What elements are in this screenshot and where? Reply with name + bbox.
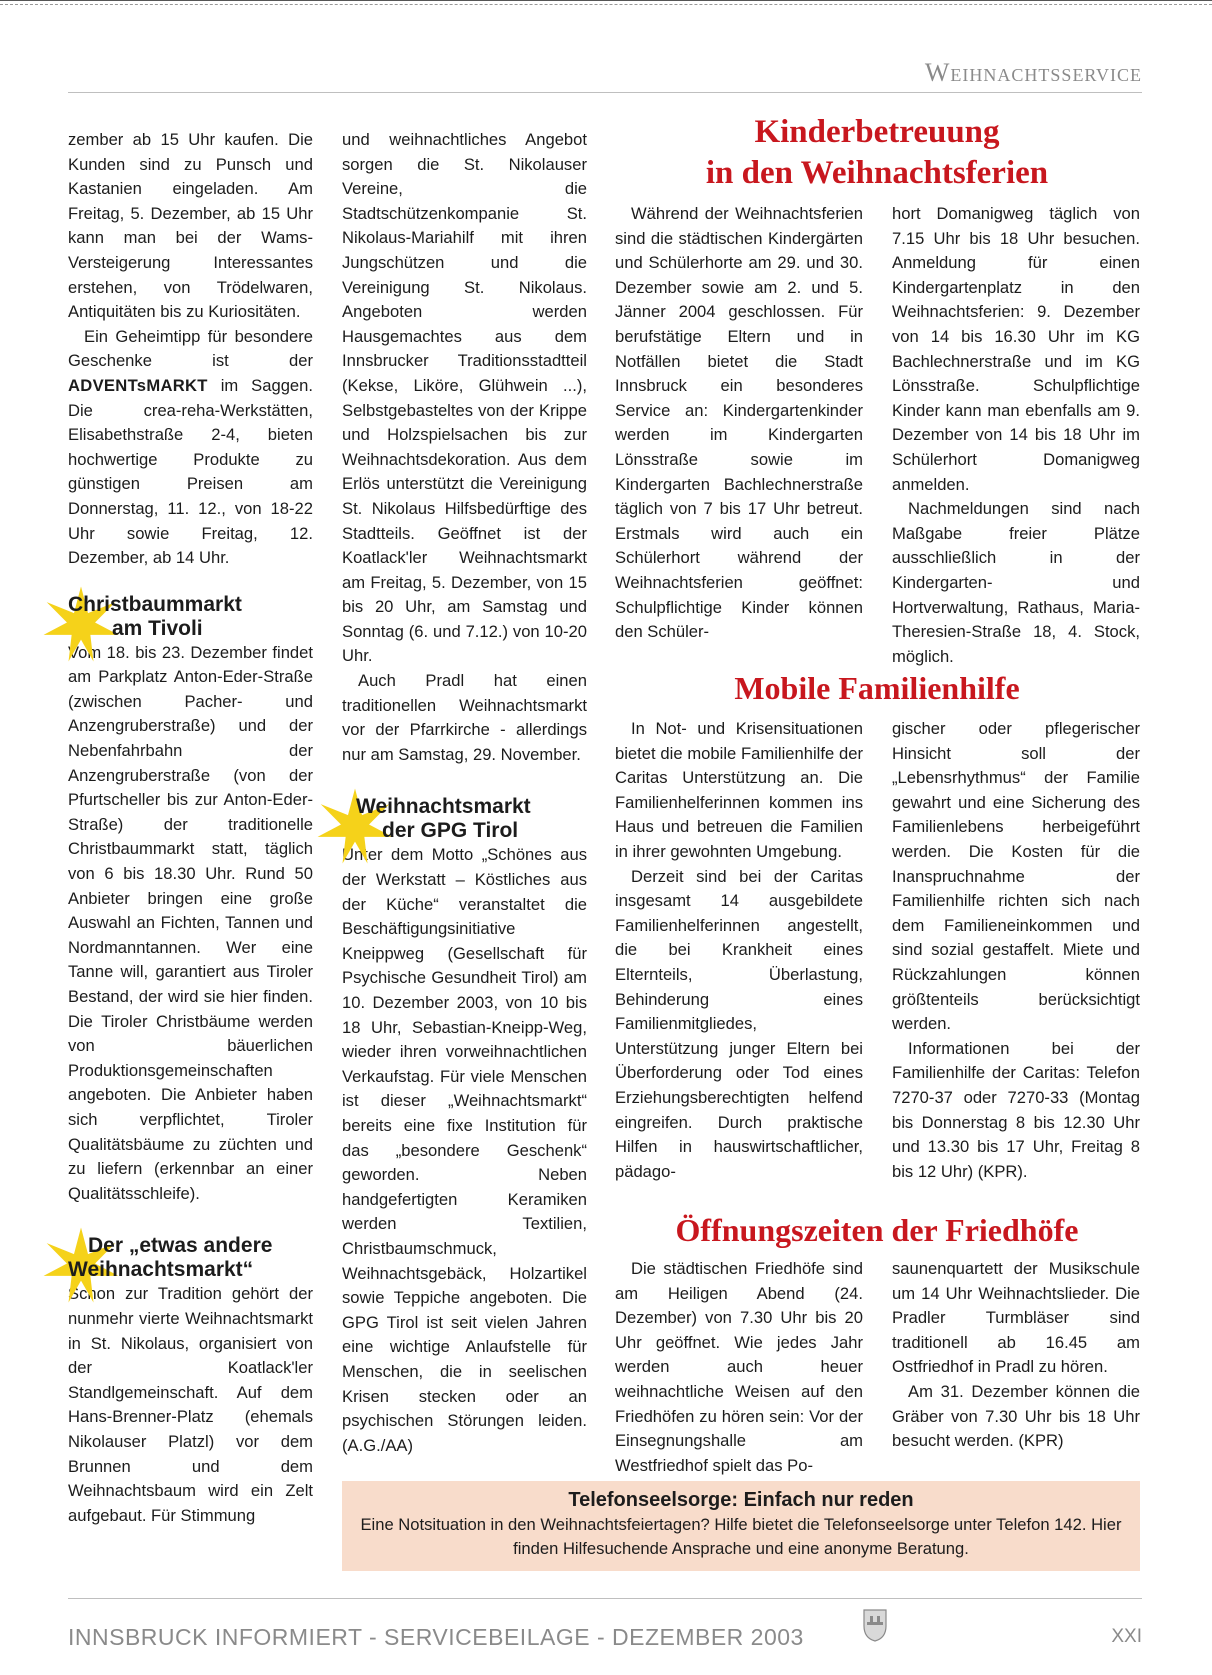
col1-paragraph: Schon zur Tradition gehört der nunmehr vierte Weihnachtsmarkt in St. Nikolaus, organisiert von der Koatlack'ler Standlgemeinschaft. Auf dem Hans-Brenner-Platz (ehemals Nikolauser Platzl) vor dem Brunnen und dem Weihnachtsbaum wird ein Zelt aufgebaut. Für Stimmung <box>68 1284 313 1525</box>
mobile-familienhilfe-title: Mobile Familienhilfe <box>734 670 1020 706</box>
telefonseelsorge-title: Telefonseelsorge: Einfach nur reden <box>568 1489 914 1511</box>
adventsmarkt-name: ADVENTsMARKT <box>68 375 208 395</box>
title-line: Kinderbetreuung <box>754 114 1000 150</box>
mobile-paragraph: Informationen bei der Familienhilfe der Caritas: Telefon 7270-37 oder 7270-33 (Montag bis Donnerstag 8 bis 12.30 Uhr und 13.30 bis 17 Uhr, Freitag 8 bis 12 Uhr) (KPR). <box>892 1038 1140 1181</box>
kinder-left-column <box>615 202 863 645</box>
city-crest-icon <box>862 1608 888 1642</box>
footer-publication: INNSBRUCK INFORMIERT - SERVICEBEILAGE - DEZEMBER 2003 <box>68 1624 804 1650</box>
mobile-paragraph: gischer oder pflegerischer Hinsicht soll der „Lebensrhythmus“ der Familie gewahrt und eine Sicherung des Familienlebens herbeigeführt werden. Die Kosten für die Inanspruchnahme der Familienhilfe richten sich nach dem Familieneinkommen und sind sozial gestaffelt. Miete und Rückzahlungen können größtenteils berücksichtigt werden. <box>892 719 1140 1034</box>
col1-text: im Saggen. Die crea-reha-Werkstätten, Elisabethstraße 2-4, bieten hochwertige Produkte zu günstigen Preisen am Donnerstag, 11. 12., von 18-22 Uhr sowie Freitag, 12. Dezember, ab 14 Uhr. <box>68 375 313 568</box>
friedhof-paragraph: Die städtischen Friedhöfe sind am Heiligen Abend (24. Dezember) von 7.30 Uhr bis 20 Uhr geöffnet. Wie jedes Jahr werden auch heuer weihnachtliche Weisen auf den Friedhöfen zu hören sein: Vor der Einsegnungshalle am Westfriedhof spielt das Po- <box>615 1259 863 1475</box>
footer-rule <box>68 1598 1142 1599</box>
friedhof-paragraph: Am 31. Dezember können die Gräber von 7.30 Uhr bis 18 Uhr besucht werden. (KPR) <box>892 1381 1140 1451</box>
heading-line: am Tivoli <box>112 616 203 640</box>
telefonseelsorge-body: Eine Notsituation in den Weihnachtsfeiertagen? Hilfe bietet die Telefonseelsorge unter Telefon 142. Hier finden Hilfesuchende Ansprache und eine anonyme Beratung. <box>360 1515 1122 1558</box>
kinder-paragraph: Während der Weihnachtsferien sind die städtischen Kindergärten und Schülerhorte am 29. und 30. Dezember sowie am 2. und 5. Jänner 2004 geschlossen. Für berufstätige Eltern und in Notfällen bietet die Stadt Innsbruck ein besonderes Service an: Kindergartenkinder werden im Kindergarten Lönsstraße sowie im Kindergarten Bachlechnerstraße täglich von 7 bis 17 Uhr betreut. Erstmals wird auch ein Schülerhort während der Weihnachtsferien geöffnet: Schulpflichtige Kinder können den Schüler- <box>615 204 863 642</box>
kinder-paragraph: Nachmeldungen sind nach Maßgabe freier Plätze ausschließlich in der Kindergarten- und Hortverwaltung, Rathaus, Maria-Theresien-Straße 18, 4. Stock, möglich. <box>892 499 1140 666</box>
col2-paragraph: Unter dem Motto „Schönes aus der Werkstatt – Köstliches aus der Küche“ veranstaltet die Beschäftigungsinitiative Kneippweg (Gesellschaft für Psychische Gesundheit Tirol) am 10. Dezember 2003, von 10 bis 18 Uhr, Sebastian-Kneipp-Weg, wieder ihren vorweihnachtlichen Verkaufstag. Für viele Menschen ist dieser „Weihnachtsmarkt“ bereits eine fixe Institution für das „besondere Geschenk“ geworden. Neben handgefertigten Keramiken werden Textilien, Christbaumschmuck, Weihnachtsgebäck, Holzartikel sowie Teppiche angeboten. Die GPG Tirol ist seit vielen Jahren eine wichtige Anlaufstelle für Menschen, die in seelischen Krisen stecken oder an psychischen Störungen leiden. (A.G./AA) <box>342 845 587 1455</box>
heading-line: Weihnachtsmarkt“ <box>68 1258 254 1282</box>
christbaummarkt-heading <box>68 593 313 641</box>
col1-paragraph: zember ab 15 Uhr kaufen. Die Kunden sind zu Punsch und Kastanien eingeladen. Am Freitag, 5. Dezember, ab 15 Uhr kann man bei der Wams-Versteigerung Interessantes erstehen, von Trödelwaren, Antiquitäten bis zu Kuriositäten. <box>68 130 313 322</box>
mobile-paragraph: Derzeit sind bei der Caritas insgesamt 14 ausgebildete Familienhelferinnen angestellt, die bei Krankheit eines Elternteils, Überlastung, Behinderung eines Familienmitgliedes, Unterstützung junger Eltern bei Überforderung oder Tod eines Erziehungsberechtigten helfend eingreifen. Durch praktische Hilfen in hauswirtschaftlicher, pädago- <box>615 866 863 1181</box>
mobile-paragraph: In Not- und Krisensituationen bietet die mobile Familienhilfe der Caritas Unterstützung an. Die Familienhelferinnen kommen ins Haus und betreuen die Familien in ihrer gewohnten Umgebung. <box>615 719 863 861</box>
friedhof-paragraph: saunenquartett der Musikschule um 14 Uhr Weihnachtslieder. Die Pradler Turmbläser sind traditionell ab 16.45 am Ostfriedhof in Pradl zu hören. <box>892 1259 1140 1377</box>
telefonseelsorge-box <box>342 1481 1140 1571</box>
title-line: in den Weihnachtsferien <box>705 155 1049 191</box>
gpg-weihnachtsmarkt-heading <box>342 795 587 843</box>
mobile-right-column <box>892 717 1140 1184</box>
top-rule <box>0 0 1212 5</box>
col2-paragraph: Auch Pradl hat einen traditionellen Weihnachtsmarkt vor der Pfarrkirche - allerdings nur am Samstag, 29. November. <box>342 671 587 764</box>
friedhof-right-column <box>892 1257 1140 1454</box>
mobile-left-column <box>615 717 863 1184</box>
column-1 <box>68 128 313 1528</box>
col1-paragraph <box>68 325 313 571</box>
friedhof-left-column <box>615 1257 863 1478</box>
heading-line: Weihnachtsmarkt <box>356 795 531 819</box>
kinder-right-column <box>892 202 1140 669</box>
heading-line: der GPG Tirol <box>382 819 519 843</box>
andere-weihnachtsmarkt-heading <box>68 1234 313 1282</box>
col1-paragraph: Vom 18. bis 23. Dezember findet am Parkplatz Anton-Eder-Straße (zwischen Pacher- und Anzengruberstraße) und der Nebenfahrbahn der Anzengruberstraße (von der Pfurtscheller bis zur Anton-Eder-Straße) der traditionelle Christbaummarkt statt, täglich von 6 bis 18.30 Uhr. Rund 50 Anbieter bringen eine große Auswahl an Fichten, Tannen und Nordmanntannen. Wer eine Tanne will, garantiert aus Tiroler Bestand, der wird sie hier finden. Die Tiroler Christbäume werden von bäuerlichen Produktionsgemeinschaften angeboten. Die Anbieter haben sich verpflichtet, Tiroler Qualitätsbäume zu züchten und zu liefern (erkennbar an einer Qualitätsschleife). <box>68 642 313 1203</box>
header-rule <box>68 92 1142 93</box>
kinderbetreuung-title <box>614 112 1140 194</box>
heading-line: Christbaummarkt <box>68 592 242 616</box>
column-2 <box>342 128 587 1458</box>
page-number: XXI <box>1111 1626 1142 1647</box>
friedhoefe-title: Öffnungszeiten der Friedhöfe <box>675 1212 1079 1248</box>
col1-text: Ein Geheimtipp für besondere Geschenke ist der <box>68 326 313 371</box>
section-label: Weihnachtsservice <box>924 58 1142 87</box>
heading-line: Der „etwas andere <box>88 1234 273 1258</box>
col2-paragraph: und weihnachtliches Angebot sorgen die St. Nikolauser Vereine, die Stadtschützenkompanie St. Nikolaus-Mariahilf mit ihren Jungschützen und die Vereinigung St. Nikolaus. Angeboten werden Hausgemachtes aus dem Innsbrucker Traditionsstadtteil (Kekse, Liköre, Glühwein ...), Selbstgebasteltes von der Krippe und Holzspielsachen bis zur Weihnachtsdekoration. Aus dem Erlös unterstützt die Vereinigung St. Nikolaus Hilfsbedürftige des Stadtteils. Geöffnet ist der Koatlack'ler Weihnachtsmarkt am Freitag, 5. Dezember, von 15 bis 20 Uhr, am Samstag und Sonntag (6. und 7.12.) von 10-20 Uhr. <box>342 130 587 666</box>
kinder-paragraph: hort Domanigweg täglich von 7.15 Uhr bis 18 Uhr besuchen. Anmeldung für einen Kindergartenplatz in den Weihnachtsferien: 9. Dezember von 14 bis 16.30 Uhr im KG Bachlechnerstraße und im KG Lönsstraße. Schulpflichtige Kinder kann man ebenfalls am 9. Dezember von 14 bis 18 Uhr im Schülerhort Domanigweg anmelden. <box>892 204 1140 494</box>
